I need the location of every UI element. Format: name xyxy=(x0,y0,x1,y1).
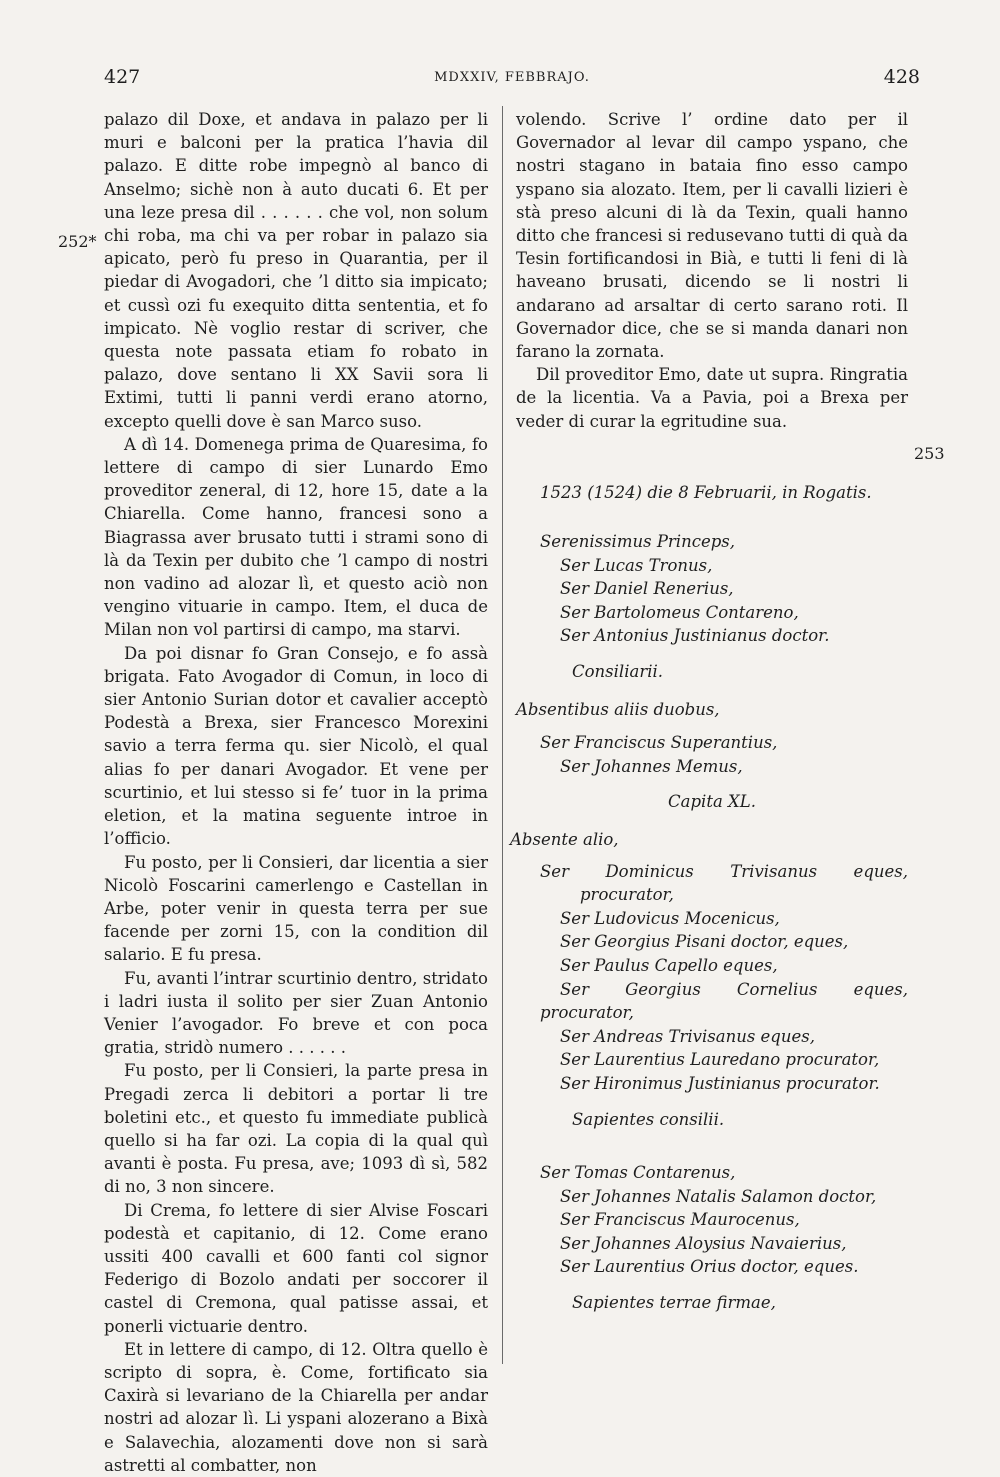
page-number-right: 428 xyxy=(883,66,920,88)
group-heading-sapientes-terrae: Sapientes terrae firmae, xyxy=(572,1293,776,1313)
group-heading-sapientes-consilii: Sapientes consilii. xyxy=(572,1109,725,1129)
list-item: Ser Daniel Renerius, xyxy=(560,579,734,599)
margin-note-left: 252* xyxy=(58,232,97,251)
list-item: Ser Laurentius Orius doctor, eques. xyxy=(560,1257,859,1277)
session-heading: 1523 (1524) die 8 Februarii, in Rogatis. xyxy=(540,482,872,502)
running-title: MDXXIV, FEBBRAJO. xyxy=(434,70,590,85)
list-item: Ser Franciscus Superantius, xyxy=(540,733,778,753)
list-item: Ser Georgius Cornelius eques, procurator, xyxy=(540,979,908,1023)
list-item: Ser Laurentius Lauredano procurator, xyxy=(560,1050,880,1070)
members-list-1 xyxy=(516,530,908,648)
absente-note: Absente alio, xyxy=(510,829,619,849)
members-list-2 xyxy=(516,731,908,778)
group-heading-consiliarii: Consiliarii. xyxy=(572,662,664,682)
list-item: Ser Lucas Tronus, xyxy=(560,555,713,575)
list-item: Ser Georgius Pisani doctor, eques, xyxy=(560,932,849,952)
list-item: Ser Johannes Aloysius Navaierius, xyxy=(560,1233,847,1253)
members-list-4 xyxy=(516,1161,908,1279)
list-item: Ser Johannes Natalis Salamon doctor, xyxy=(560,1186,877,1206)
right-column xyxy=(510,108,908,1315)
paragraph: Et in lettere di campo, di 12. Oltra quello è scripto di sopra, è. Come, fortificato sia Caxirà si levariano de la Chiarella per andar nostri ad alozar lì. Li yspani alozerano a Bixà e Salavechia, alozamenti dove non si sarà astretti al combatter, non xyxy=(104,1339,488,1475)
list-item: Ser Johannes Memus, xyxy=(560,756,743,776)
paragraph: Di Crema, fo lettere di sier Alvise Foscari podestà et capitanio, di 12. Come erano ussiti 400 cavalli et 600 fanti col signor Federigo di Bozolo andati per soccorer il castel di Cremona, qual patisse assai, et ponerli victuarie dentro. xyxy=(104,1200,488,1336)
list-item: Ser Dominicus Trivisanus eques, procurator, xyxy=(540,861,908,905)
group-heading-capita: Capita XL. xyxy=(668,792,756,812)
list-item: Ser Andreas Trivisanus eques, xyxy=(560,1026,815,1046)
list-item: Ser Bartolomeus Contareno, xyxy=(560,602,799,622)
paragraph: Fu, avanti l’intrar scurtinio dentro, stridato i ladri iusta il solito per sier Zuan Antonio Venier l’avogador. Fo breve et con poca gratia, stridò numero . . . . . . xyxy=(104,968,488,1058)
list-item: Ser Ludovicus Mocenicus, xyxy=(560,908,780,928)
paragraph: A dì 14. Domenega prima de Quaresima, fo lettere di campo di sier Lunardo Emo proveditor zeneral, di 12, hore 15, date a la Chiarella. Come hanno, francesi sono a Biagrassa aver brusato tutti i strami sono di là da Texin per dubito che ’l campo di nostri non vadino ad alozar lì, et questo aciò non vengino vituarie in campo. Item, el duca de Milan non vol partirsi di campo, ma starvi. xyxy=(104,434,488,640)
paragraph: volendo. Scrive l’ ordine dato per il Governador al levar dil campo yspano, che nostri stagano in bataia fino esso campo yspano sia alozato. Item, per li cavalli lizieri è stà preso alcuni di là da Texin, quali hanno ditto che francesi si redusevano tutti di quà da Tesin fortificandosi in Bià, e tutti li feni di là haveano brusati, dicendo se li nostri li andarano ad arsaltar di certo sarano roti. Il Governador dice, che se si manda danari non farano la zornata. xyxy=(516,110,908,362)
list-item: Ser Antonius Justinianus doctor. xyxy=(560,626,830,646)
paragraph: Fu posto, per li Consieri, dar licentia a sier Nicolò Foscarini camerlengo e Castellan in Arbe, poter venir in questa terra per sue facende per zorni 15, con la condition dil salario. E fu presa. xyxy=(104,852,488,965)
list-item: Ser Hironimus Justinianus procurator. xyxy=(560,1073,880,1093)
paragraph: Da poi disnar fo Gran Consejo, e fo assà brigata. Fato Avogador di Comun, in loco di sier Antonio Surian dotor et cavalier acceptò Podestà a Brexa, sier Francesco Morexini savio a terra ferma qu. sier Nicolò, el qual alias fo per danari Avogador. Et vene per scurtinio, et lui stesso si fe’ tuor in la prima eletion, et la matina seguente introe in l’officio. xyxy=(104,643,488,849)
list-item: Ser Paulus Capello eques, xyxy=(560,955,778,975)
list-item: Ser Franciscus Maurocenus, xyxy=(560,1210,800,1230)
list-item: Serenissimus Princeps, xyxy=(540,532,735,552)
margin-note-right: 253 xyxy=(914,444,945,463)
list-item: Ser Tomas Contarenus, xyxy=(540,1163,736,1183)
page-header xyxy=(104,66,920,96)
paragraph: Dil proveditor Emo, date ut supra. Ringratia de la licentia. Va a Pavia, poi a Brexa per veder di curar la egritudine sua. xyxy=(516,365,908,431)
paragraph: Fu posto, per li Consieri, la parte presa in Pregadi zerca li debitori a portar li tre boletini etc., et questo fu immediate publicà quello si ha far ozi. La copia di la qual quì avanti è posta. Fu presa, ave; 1093 dì sì, 582 di no, 3 non sincere. xyxy=(104,1061,488,1197)
paragraph: palazo dil Doxe, et andava in palazo per li muri e balconi per la pratica l’havia dil palazo. E ditte robe impegnò al banco di Anselmo; sichè non à auto ducati 6. Et per una leze presa dil . . . . . . che vol, non solum chi roba, ma chi va per robar in palazo sia apicato, però fu preso in Quarantia, per il piedar di Avogadori, che ’l ditto sia impicato; et cussì ozi fu exequito ditta sententia, et fo impicato. Nè voglio restar di scriver, che questa note passata etiam fo robato in palazo, dove sentano li XX Savii sora li Extimi, tutti li panni verdi erano atorno, excepto quelli dove è san Marco suso. xyxy=(104,110,488,431)
absentibus-note: Absentibus aliis duobus, xyxy=(516,699,720,719)
left-column xyxy=(104,108,488,1477)
page-number-left: 427 xyxy=(104,66,141,88)
column-divider xyxy=(502,106,503,1364)
members-list-3 xyxy=(516,860,908,1096)
